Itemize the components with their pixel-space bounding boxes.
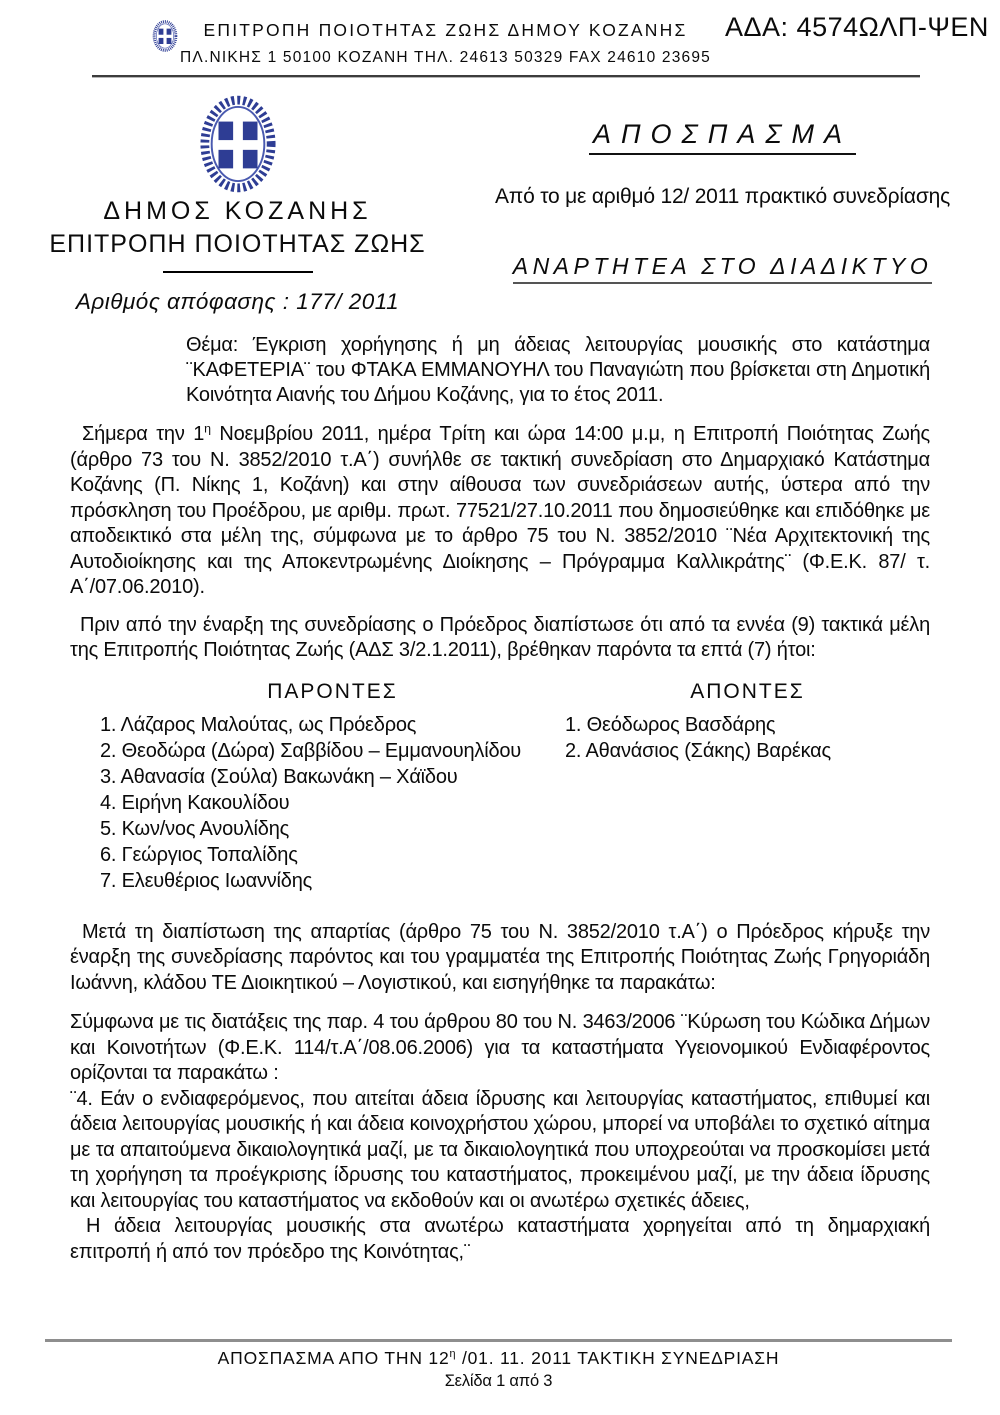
footer-divider — [45, 1339, 952, 1342]
subject-paragraph: Θέμα: Έγκριση χορήγησης ή μη άδειας λειτουργίας μουσικής στο κατάστημα ¨ΚΑΦΕΤΕΡΙΑ¨ του ΦΤΑΚΑ ΕΜΜΑΝΟΥΗΛ του Παναγιώτη που βρίσκεται στη Δημοτική Κοινότητα Αιανής του Δήμου Κοζάνης, για το έτος 2011. — [186, 334, 930, 406]
greek-emblem-icon — [150, 20, 180, 52]
municipality-column — [0, 93, 475, 315]
quorum-check-paragraph: Πριν από την έναρξη της συνεδρίασης ο Πρόεδρος διαπίστωσε ότι από τα εννέα (9) τακτικά μέλη της Επιτροπής Ποιότητας Ζωής (ΑΔΣ 3/2.1.2011), βρέθηκαν παρόντα τα επτά (7) ήτοι: — [70, 613, 930, 661]
p1-superscript: η — [204, 421, 211, 436]
page-footer — [45, 1339, 952, 1391]
footer-text-pre: ΑΠΟΣΠΑΣΜΑ ΑΠΟ ΤΗΝ 12 — [217, 1348, 450, 1368]
list-item: 5. Κων/νος Ανουλίδης — [100, 817, 290, 840]
decision-number: Αριθμός απόφασης : 177/ 2011 — [75, 289, 400, 314]
committee-name-header: ΕΠΙΤΡΟΠΗ ΠΟΙΟΤΗΤΑΣ ΖΩΗΣ ΔΗΜΟΥ ΚΟΖΑΝΗΣ — [203, 20, 688, 40]
excerpt-title: ΑΠΟΣΠΑΣΜΑ — [589, 119, 856, 155]
list-item: 2. Αθανάσιος (Σάκης) Βαρέκας — [565, 739, 831, 762]
list-item: 6. Γεώργιος Τοπαλίδης — [100, 843, 298, 866]
address-contact-line: ΠΛ.ΝΙΚΗΣ 1 50100 ΚΟΖΑΝΗ ΤΗΛ. 24613 50329 FAX 24610 23695 — [180, 49, 711, 66]
quorum-confirmed-paragraph: Μετά τη διαπίστωση της απαρτίας (άρθρο 75 του Ν. 3852/2010 τ.Α΄) ο Πρόεδρος κήρυξε την έναρξη της συνεδρίασης παρόντος και του γραμματέα της Επιτροπής Ποιότητας Ζωής Γρηγοριάδη Ιωάννη, κλάδου ΤΕ Διοικητικού – Λογιστικού, και εισηγήθηκε τα παρακάτω: — [70, 920, 930, 994]
page-number: Σελίδα 1 από 3 — [444, 1372, 553, 1390]
p1-text-pre: Σήμερα την 1 — [82, 423, 205, 445]
header-divider — [92, 75, 920, 77]
ada-code: ΑΔΑ: 4574ΩΛΠ-ΨΕΝ — [725, 12, 989, 42]
list-item: 1. Λάζαρος Μαλούτας, ως Πρόεδρος — [100, 713, 417, 736]
internet-posting-notice: ΑΝΑΡΤΗΤΕΑ ΣΤΟ ΔΙΑΔΙΚΤΥΟ — [513, 253, 933, 284]
page-header — [0, 0, 1000, 67]
excerpt-column — [475, 93, 1000, 315]
p1-text-post: Νοεμβρίου 2011, ημέρα Τρίτη και ώρα 14:00 μ.μ, η Επιτροπή Ποιότητας Ζωής (άρθρο 73 του Ν. 3852/2010 τ.Α΄) συνήλθε σε τακτική συνεδρίαση στο Δημαρχιακό Κατάστημα Κοζάνης (Π. Νίκης 1, Κοζάνη) και στην αίθουσα των συνεδριάσεων αυτής, ύστερα από την πρόσκληση του Προέδρου, με αριθμ. πρωτ. 77521/27.10.2011 που δημοσιεύθηκε και επιδόθηκε με αποδεικτικό στα μέλη της, σύμφωνα με το άρθρο 75 του Ν. 3852/2010 ¨Νέα Αρχιτεκτονική της Αυτοδιοίκησης και της Αποκεντρωμένης Διοίκησης – Πρόγραμμα Καλλικράτης¨ (Φ.Ε.Κ. 87/ τ. Α΄/07.06.2010). — [70, 423, 930, 598]
committee-name: ΕΠΙΤΡΟΠΗ ΠΟΙΟΤΗΤΑΣ ΖΩΗΣ — [49, 230, 426, 258]
excerpt-subtitle: Από το με αριθμό 12/ 2011 πρακτικό συνεδρίασης — [495, 185, 950, 208]
present-title: ΠΑΡΟΝΤΕΣ — [267, 679, 398, 703]
footer-text-post: /01. 11. 2011 ΤΑΚΤΙΚΗ ΣΥΝΕΔΡΙΑΣΗ — [456, 1348, 780, 1368]
header-text — [180, 14, 711, 67]
law-provisions-paragraph: Σύμφωνα με τις διατάξεις της παρ. 4 του άρθρου 80 του Ν. 3463/2006 ¨Κύρωση του Κώδικα Δήμων και Κοινοτήτων (Φ.Ε.Κ. 114/τ.Α΄/08.06.2006) για τα καταστήματα Υγειονομικού Ενδιαφέροντος ορίζονται τα παρακάτω : — [70, 1011, 930, 1084]
music-license-paragraph: Η άδεια λειτουργίας μουσικής στα ανωτέρω καταστήματα χορηγείται από τη δημαρχιακή επιτροπή ή από τον πρόεδρο της Κοινότητας,¨ — [70, 1215, 930, 1263]
org-divider-line — [163, 271, 313, 273]
absent-title: ΑΠΟΝΤΕΣ — [690, 679, 805, 703]
absent-members-list — [565, 680, 930, 894]
law-quote-paragraph: ¨4. Εάν ο ενδιαφερόμενος, που αιτείται άδεια ίδρυσης και λειτουργίας καταστήματος, επιθυμεί και άδεια λειτουργίας μουσικής ή και άδεια κοινοχρήστου χώρου, μπορεί να υποβάλει το σχετικό αίτημα με τα απαιτούμενα δικαιολογητικά μαζί, με τα δικαιολογητικά που υποχρεούται να προσκομίσει μετά τη χορήγηση τα προέγκρισης ίδρυσης του καταστήματος, προκειμένου μαζί, με την άδεια ίδρυσης και λειτουργίας του καταστήματος να εκδοθούν και οι ανωτέρω σχετικές άδειες, — [70, 1087, 930, 1212]
list-item: 4. Ειρήνη Κακουλίδου — [100, 791, 290, 814]
present-members-list — [100, 680, 565, 894]
session-opening-paragraph — [70, 422, 930, 601]
list-item: 1. Θεόδωρος Βασδάρης — [565, 713, 776, 736]
footer-session-line — [45, 1348, 952, 1369]
list-item: 7. Ελευθέριος Ιωαννίδης — [100, 869, 313, 892]
footer-superscript: η — [449, 1348, 457, 1361]
list-item: 3. Αθανασία (Σούλα) Βακωνάκη – Χάϊδου — [100, 765, 458, 788]
municipality-name: ΔΗΜΟΣ ΚΟΖΑΝΗΣ — [103, 197, 372, 225]
greek-emblem-icon — [199, 95, 277, 193]
attendance-section — [100, 680, 930, 894]
title-block — [0, 93, 1000, 315]
list-item: 2. Θεοδώρα (Δώρα) Σαββίδου – Εμμανουηλίδου — [100, 739, 522, 762]
